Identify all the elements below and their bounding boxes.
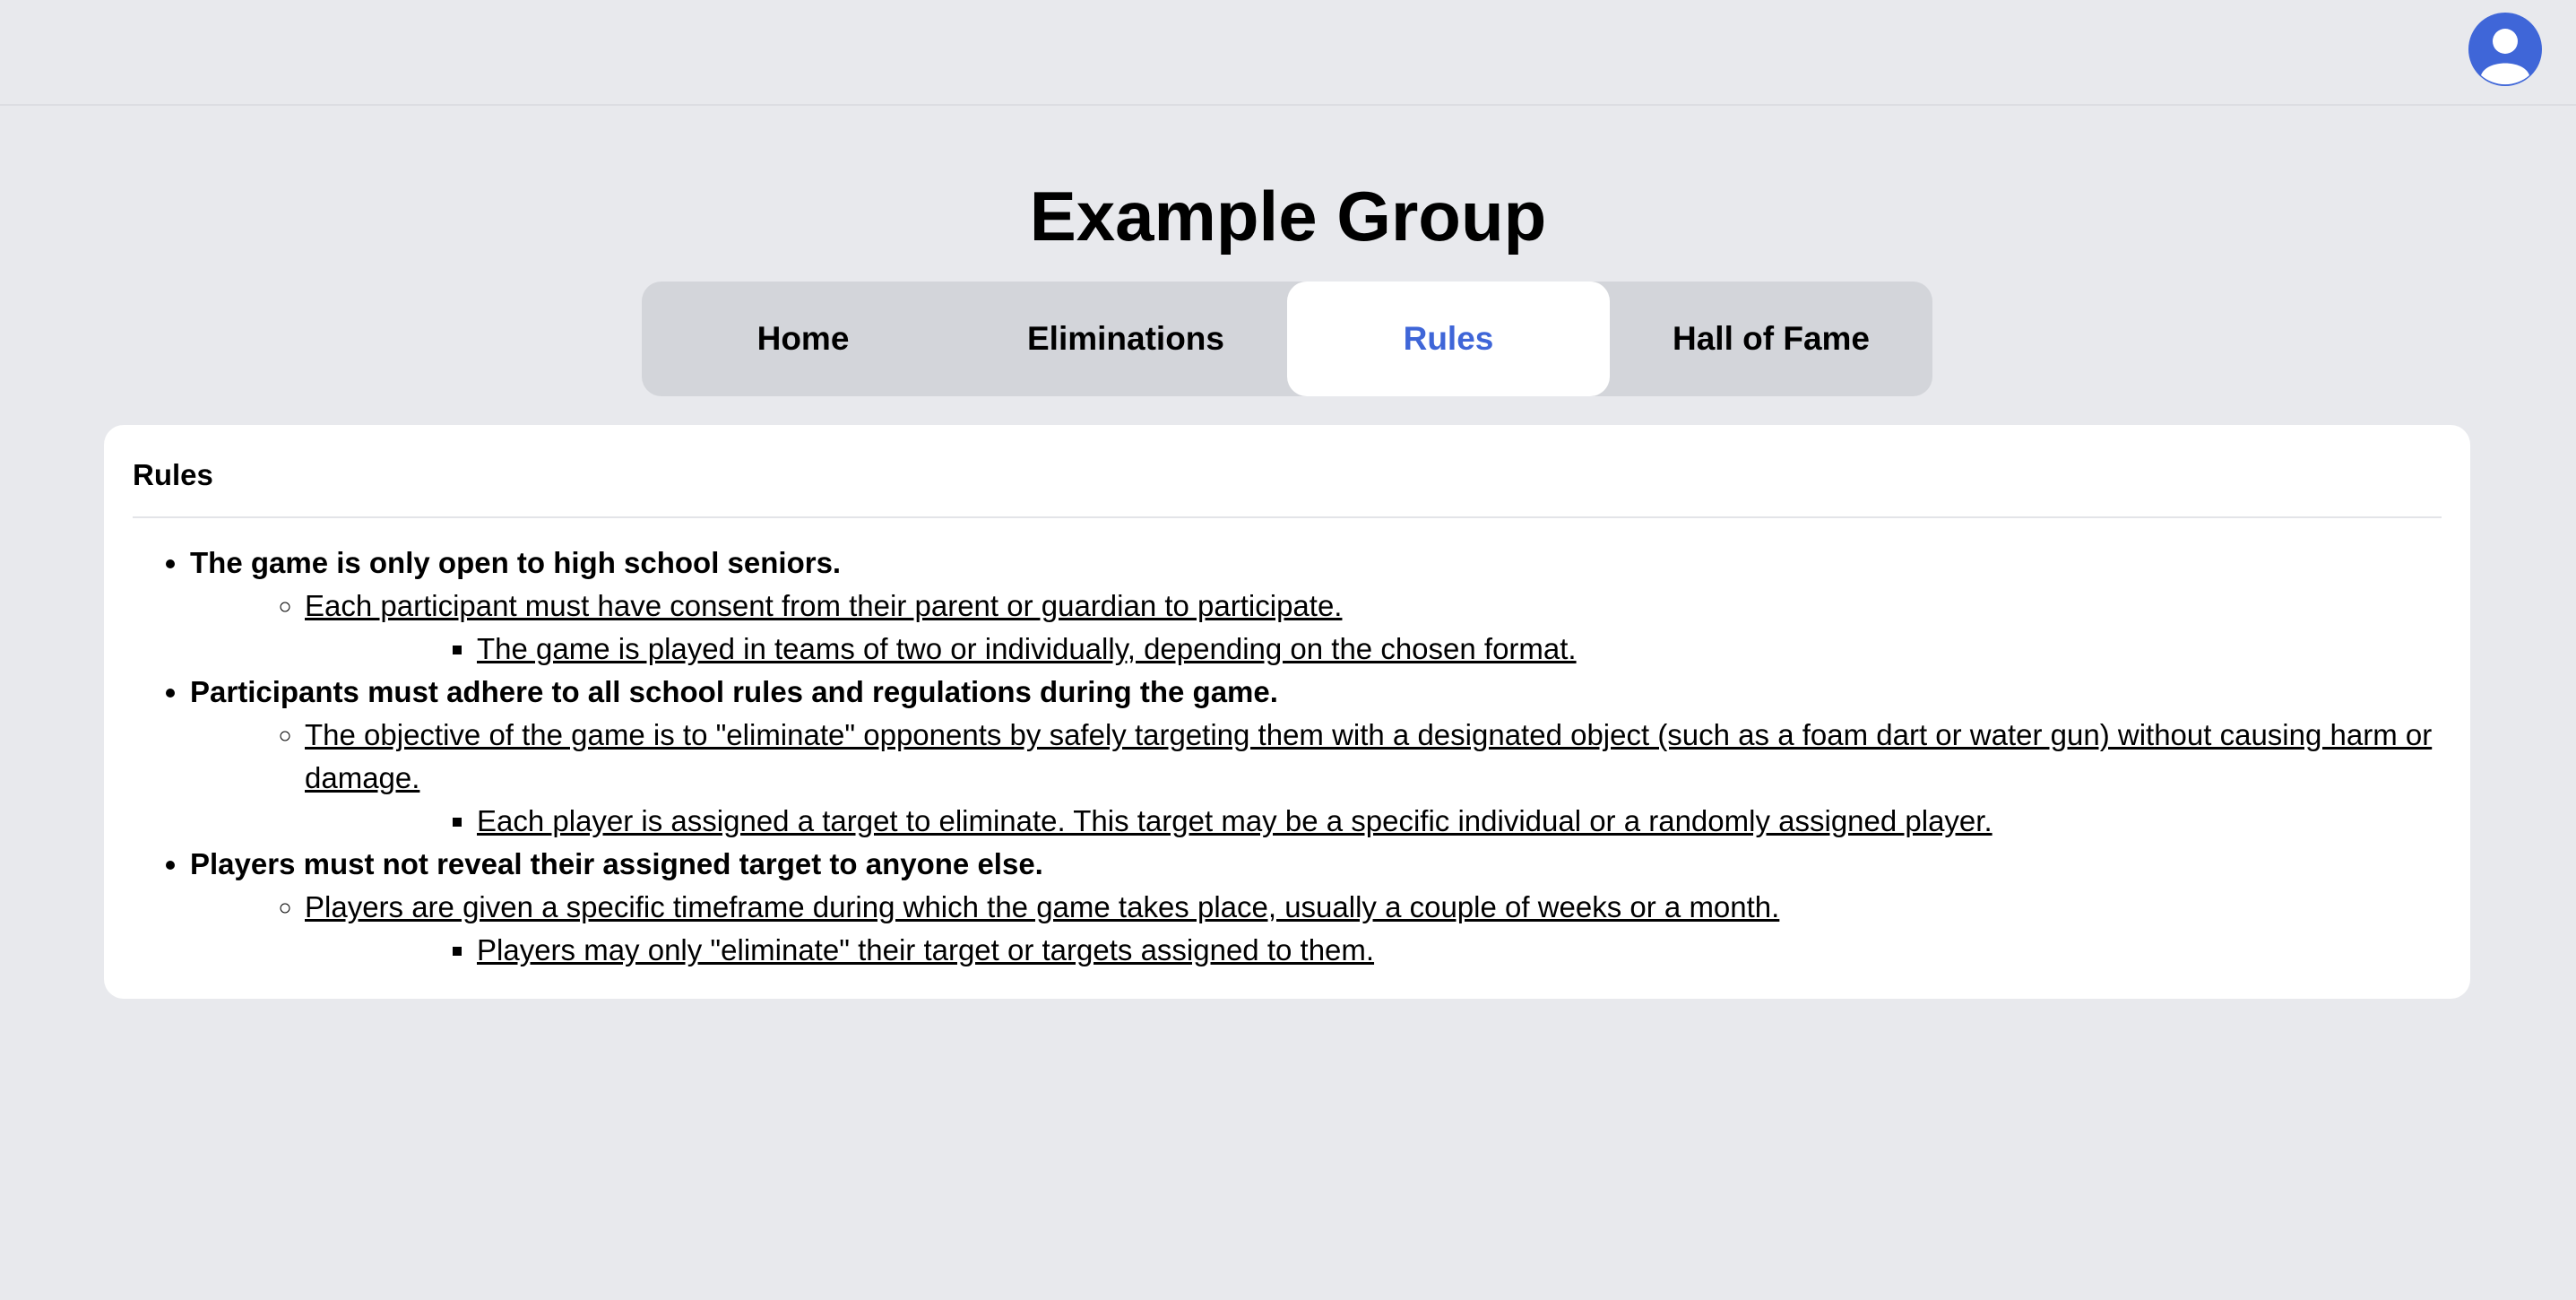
user-avatar-icon[interactable] [2468, 13, 2542, 86]
rule-detail-text: Each player is assigned a target to eliminate. This target may be a specific individual or a randomly assigned player. [477, 804, 1993, 837]
tab-hall-of-fame[interactable]: Hall of Fame [1673, 320, 1870, 357]
rule-sub-text: The objective of the game is to "eliminate" opponents by safely targeting them with a designated object (such as a foam dart or water gun) without causing harm or damage. [305, 718, 2433, 794]
rule-item [190, 843, 2442, 972]
tab-home[interactable]: Home [756, 320, 850, 357]
rule-detail-item [477, 929, 2442, 972]
rule-sub-item [305, 585, 2442, 671]
rule-text: Participants must adhere to all school rules and regulations during the game. [190, 675, 1278, 708]
rule-item [190, 542, 2442, 671]
rule-item [190, 671, 2442, 843]
tab-eliminations[interactable]: Eliminations [1027, 320, 1224, 357]
rule-detail-item [477, 628, 2442, 671]
rule-sub-item [305, 714, 2442, 843]
rule-text: The game is only open to high school seniors. [190, 546, 842, 579]
tab-rules[interactable]: Rules [1287, 282, 1610, 396]
rule-sub-item [305, 886, 2442, 972]
rules-list [133, 542, 2442, 972]
rule-detail-text: Players may only "eliminate" their target or targets assigned to them. [477, 933, 1375, 966]
top-bar [0, 0, 2576, 106]
rule-detail-text: The game is played in teams of two or individually, depending on the chosen format. [477, 632, 1577, 665]
rule-sub-text: Each participant must have consent from their parent or guardian to participate. [305, 589, 1343, 622]
page-title: Example Group [1029, 177, 1547, 256]
rule-sub-text: Players are given a specific timeframe during which the game takes place, usually a couple of weeks or a month. [305, 890, 1780, 923]
tab-bar [642, 282, 1932, 396]
rule-detail-item [477, 800, 2442, 843]
rule-text: Players must not reveal their assigned target to anyone else. [190, 847, 1043, 880]
rules-card [104, 425, 2470, 999]
rules-card-title: Rules [133, 425, 2442, 518]
